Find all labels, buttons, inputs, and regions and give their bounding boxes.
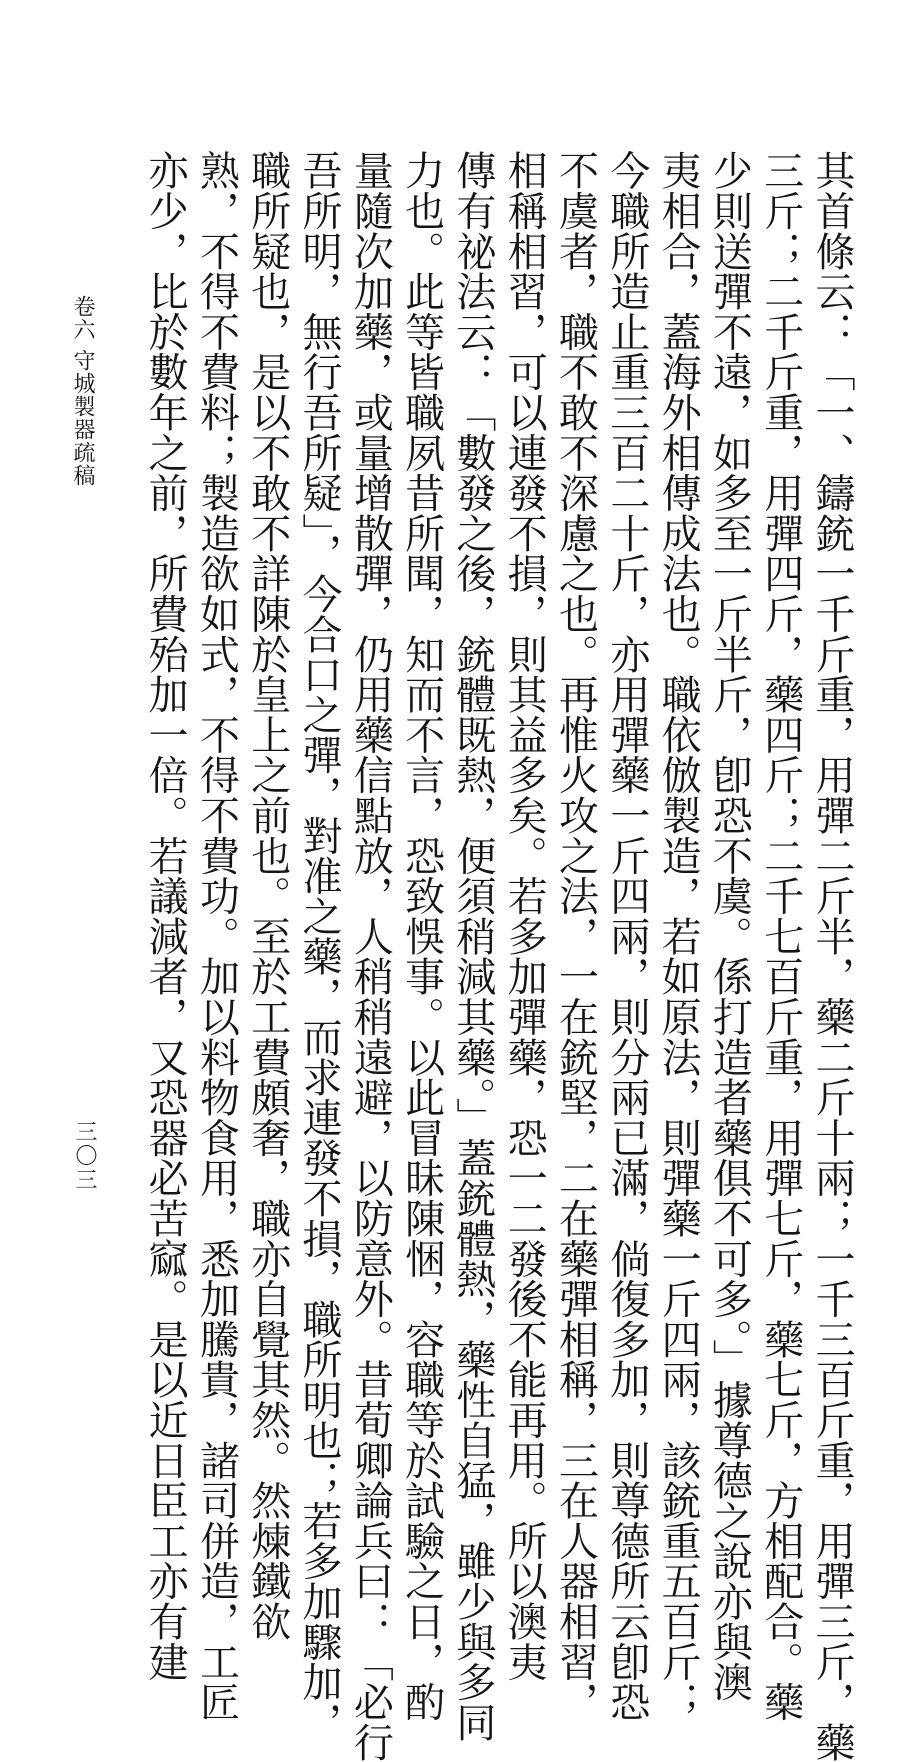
- text-column-11: 吾所明，無行吾所疑」，今合口之彈，對准之藥，而求連發不損，職所明也；若多加驟加，: [296, 150, 343, 1742]
- text-column-2: 三斤；二千斤重，用彈四斤，藥四斤；二千七百斤重，用彈七斤，藥七斤，方相配合。藥: [757, 150, 804, 1722]
- text-column-9: 力也。此等皆職夙昔所聞，知而不言，恐致悞事。以此冒昧陳悃，容職等於試驗之日，酌: [398, 150, 445, 1722]
- text-column-5: 今職所造止重三百二十斤，亦用彈藥一斤四兩，則分兩已滿，倘復多加，則尊德所云卽恐: [603, 150, 650, 1722]
- text-column-3: 少則送彈不遠，如多至一斤半斤，卽恐不虞。係打造者藥俱不可多。」據尊德之說亦與澳: [706, 150, 753, 1702]
- text-column-10: 量隨次加藥，或量增散彈，仍用藥信點放，人稍稍遠避，以防意外。昔荀卿論兵曰：「必行: [347, 150, 394, 1762]
- text-column-1: 其首條云：「一、鑄銃一千斤重，用彈二斤半，藥二斤十兩；一千三百斤重，用彈三斤，藥: [809, 150, 855, 1762]
- text-column-6: 不虞者，職不敢不深慮之也。再惟火攻之法，一在銃堅，二在藥彈相稱，三在人器相習，: [552, 150, 599, 1722]
- text-column-12: 職所疑也，是以不敢不詳陳於皇上之前也。至於工費頗奢，職亦自覺其然。然煉鐵欲: [244, 150, 291, 1642]
- text-column-8: 傳有祕法云：「數發之後，銃體既熱，便須稍減其藥。」蓋銃體熱，藥性自猛，雖少與多同: [449, 150, 496, 1742]
- page-number: 三〇三: [72, 1120, 97, 1192]
- text-column-14: 亦少，比於數年之前，所費殆加一倍。若議減者，又恐器必苦窳。是以近日臣工亦有建: [142, 150, 189, 1682]
- text-column-4: 夷相合，蓋海外相傳成法也。職依倣製造，若如原法，則彈藥一斤四兩，該銃重五百斤；: [655, 150, 702, 1722]
- text-column-13: 熟，不得不費料；製造欲如式，不得不費功。加以料物食用，悉加騰貴，諸司併造，工匠: [193, 150, 240, 1722]
- running-head: 卷六 守城製器疏稿: [70, 295, 95, 487]
- main-text: [142, 150, 855, 1762]
- text-column-7: 相稱相習，可以連發不損，則其益多矣。若多加彈藥，恐一二發後不能再用。所以澳夷: [501, 150, 548, 1682]
